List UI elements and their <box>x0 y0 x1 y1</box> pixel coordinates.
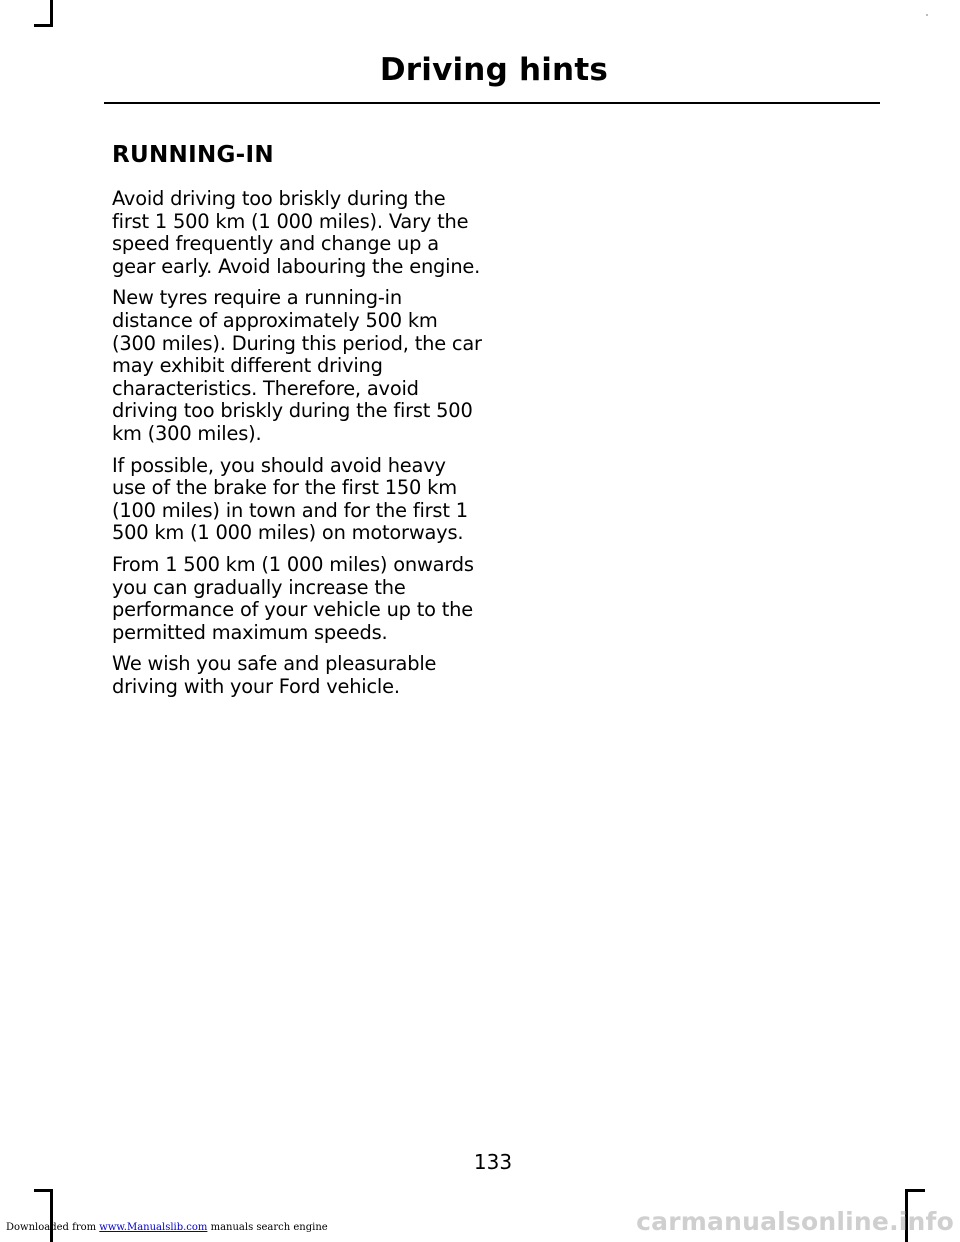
page-number: 133 <box>473 1150 513 1174</box>
manualslib-link[interactable]: www.Manualslib.com <box>99 1222 208 1233</box>
download-footer <box>6 1222 328 1233</box>
paragraph-2: New tyres require a running-in distance of approximately 500 km (300 miles). During this period, the car may exhibit different driving characteristics. Therefore, avoid driving too briskly during the first 500 km (300 miles). <box>112 286 482 445</box>
crop-mark-bottom-left-vertical <box>50 1189 53 1242</box>
watermark-text: carmanualsonline.info <box>636 1207 954 1236</box>
paragraph-3: If possible, you should avoid heavy use of the brake for the first 150 km (100 miles) in town and for the first 1 500 km (1 000 miles) on motorways. <box>112 453 468 545</box>
crop-mark-bottom-right-horizontal <box>905 1189 925 1192</box>
section-heading: RUNNING-IN <box>112 142 274 168</box>
paragraph-1: Avoid driving too briskly during the first 1 500 km (1 000 miles). Vary the speed frequently and change up a gear early. Avoid labouring the engine. <box>112 187 481 278</box>
footer-suffix: manuals search engine <box>207 1222 328 1233</box>
corner-dot-marker <box>926 14 928 16</box>
footer-prefix: Downloaded from <box>6 1222 100 1233</box>
header-rule <box>104 102 880 104</box>
paragraph-4: From 1 500 km (1 000 miles) onwards you can gradually increase the performance of your vehicle up to the permitted maximum speeds. <box>112 552 474 644</box>
crop-mark-top-left-vertical <box>50 0 53 27</box>
crop-mark-top-left-horizontal <box>34 24 53 27</box>
body-text <box>112 188 484 707</box>
paragraph-5: We wish you safe and pleasurable driving with your Ford vehicle. <box>112 652 437 698</box>
crop-mark-bottom-left-horizontal <box>34 1189 53 1192</box>
chapter-title: Driving hints <box>379 52 608 88</box>
